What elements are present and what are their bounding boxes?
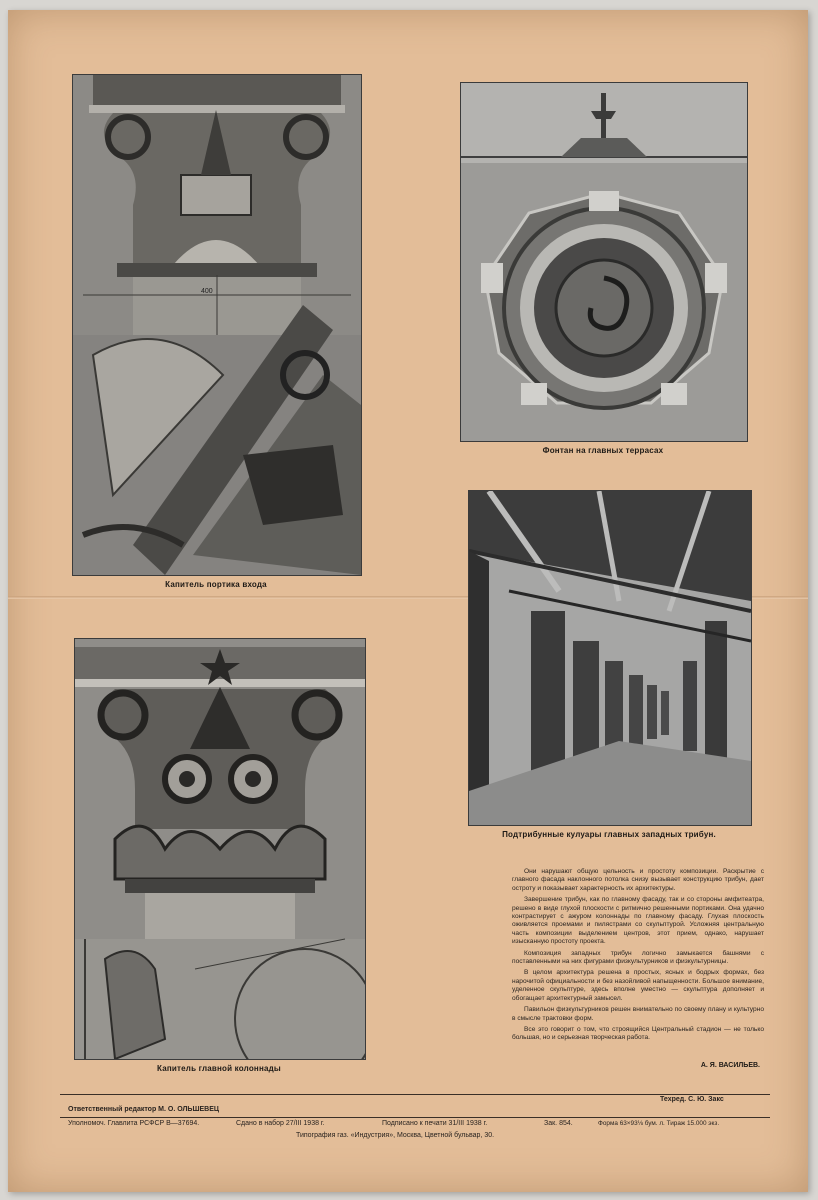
footer-rule-top xyxy=(60,1094,770,1095)
article-paragraph: Павильон физкультурников решен внимательно по своему плану и культурно в смысле трактовки форм. xyxy=(512,1006,764,1022)
chief-editor: Ответственный редактор М. О. ОЛЬШЕВЕЦ xyxy=(68,1106,219,1113)
fountain-drawing xyxy=(461,83,747,441)
article-paragraph: Завершение трибун, как по главному фасаду, так и со стороны амфитеатра, решено в виде глухой плоскости с ритмично решенными портиками. Она удачно контрастирует с ажуром колоннады по главному фасаду. Глухая плоскость оживляется проемами и пилястрами со скульптурой. Усложняя центральную часть композиции выделением центров, этот прием, однако, нарушает изысканную простоту проекта. xyxy=(512,896,764,946)
dimension-label: 400 xyxy=(201,288,213,295)
caption-corridors: Подтрибунные кулуары главных западных трибун. xyxy=(502,830,716,839)
photo-capital-colonnade xyxy=(74,638,366,1060)
signed-to-print: Подписано к печати 31/III 1938 г. xyxy=(382,1120,488,1127)
corridors-drawing xyxy=(469,491,751,825)
caption-fountain: Фонтан на главных террасах xyxy=(542,446,664,455)
glavlit-authorization: Уполномоч. Главлита РСФСР В—37694. xyxy=(68,1120,200,1127)
photo-fountain xyxy=(460,82,748,442)
article-paragraph: Они нарушают общую цельность и простоту композиции. Раскрытие с главного фасада наклонного потолка снизу вызывает конструкцию трибун, дает остроту и показывает характерность их архитектуры. xyxy=(512,868,764,892)
capital-colonnade-drawing xyxy=(75,639,365,1059)
article-body xyxy=(512,868,764,1046)
article-author: А. Я. ВАСИЛЬЕВ. xyxy=(700,1062,760,1069)
capital-entrance-drawing xyxy=(73,75,361,575)
article-paragraph: В целом архитектура решена в простых, ясных и бодрых формах, без нарочитой официальности и без назойливой напыщенности. Большое внимание, уделенное скульптуре, здесь вполне уместно — скульптура дополняет и обогащает архитектурный замысел. xyxy=(512,969,764,1002)
caption-capital-colonnade: Капитель главной колоннады xyxy=(157,1064,281,1073)
caption-capital-entrance: Капитель портика входа xyxy=(165,580,267,589)
footer-rule-mid xyxy=(60,1117,770,1118)
sent-to-typesetting: Сдано в набор 27/III 1938 г. xyxy=(236,1120,325,1127)
photo-corridors xyxy=(468,490,752,826)
order-number: Зак. 854. xyxy=(544,1120,573,1127)
photo-capital-entrance xyxy=(72,74,362,576)
tech-editor: Техред. С. Ю. Закс xyxy=(660,1096,724,1103)
article-paragraph: Все это говорит о том, что строящийся Центральный стадион — не только большая, но и серьезная творческая работа. xyxy=(512,1025,764,1042)
print-format: Форма 63×93⅛ бум. л. Тираж 15.000 экз. xyxy=(598,1120,720,1127)
article-paragraph: Композиция западных трибун логично замыкается башнями с поставленными на них фигурами физкультурников и физкультурницы. xyxy=(512,949,764,966)
printing-house: Типография газ. «Индустрия», Москва, Цветной бульвар, 30. xyxy=(296,1132,495,1139)
